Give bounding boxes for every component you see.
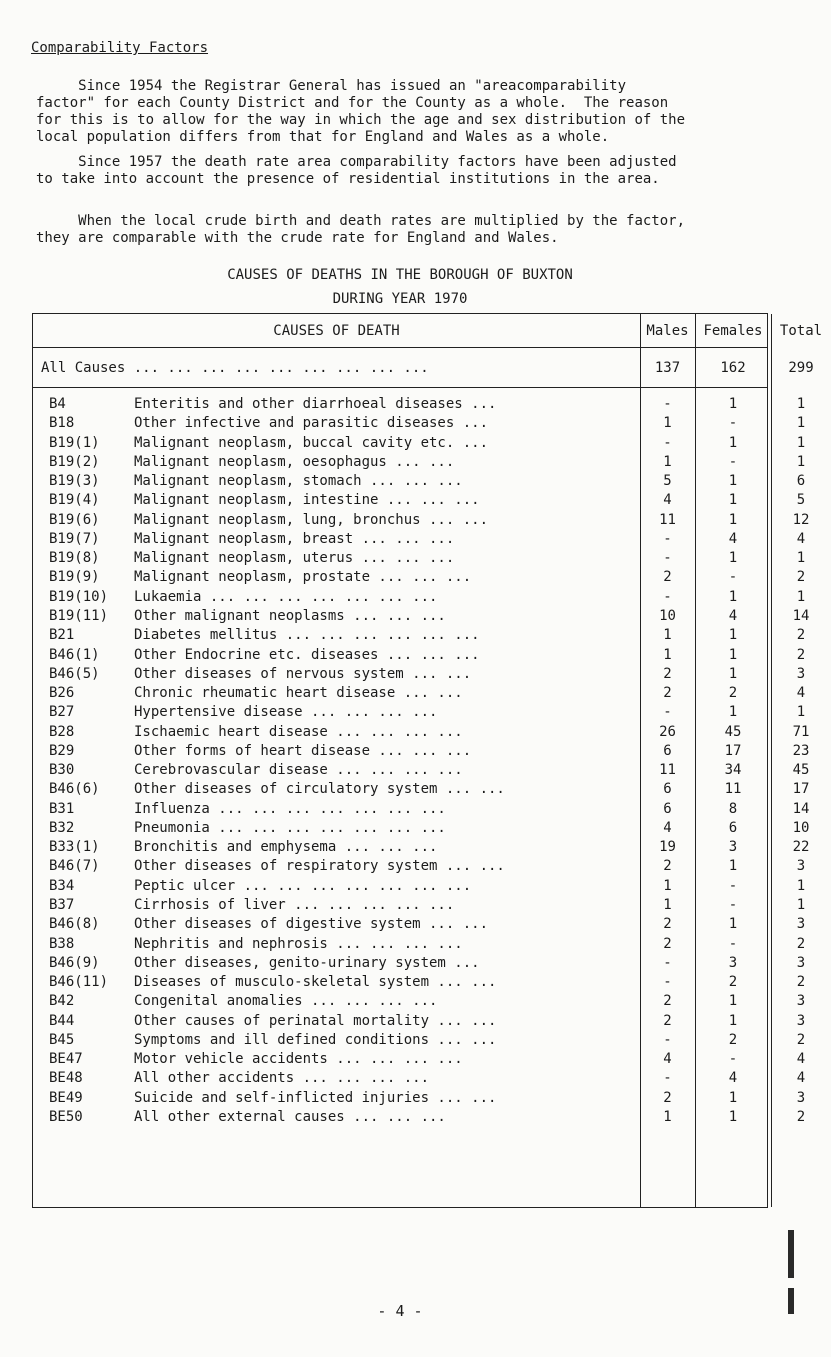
total-count: 71 <box>792 723 810 740</box>
table-row <box>33 434 806 454</box>
total-count: 2 <box>796 1031 806 1048</box>
cause-description: Malignant neoplasm, lung, bronchus ... ... <box>134 511 489 528</box>
table-row <box>33 473 806 492</box>
females-count: 1 <box>728 550 738 567</box>
cause-description: Chronic rheumatic heart disease ... ... <box>134 685 463 702</box>
males-count: 10 <box>659 607 676 624</box>
table-subtitle: DURING YEAR 1970 <box>332 291 468 307</box>
cause-code: B46(9) <box>49 954 100 971</box>
females-count: 4 <box>728 1070 738 1087</box>
total-count: 5 <box>796 492 806 509</box>
cause-code: B19(10) <box>49 588 109 605</box>
cause-description: Malignant neoplasm, prostate ... ... ... <box>134 569 472 586</box>
cause-code: B19(2) <box>49 453 100 470</box>
table-row <box>33 858 806 877</box>
females-count: 6 <box>728 819 738 836</box>
males-count: - <box>663 434 672 451</box>
table-row <box>33 1051 806 1070</box>
males-count: 2 <box>663 1012 672 1029</box>
table-row <box>33 550 806 569</box>
paragraph-institutions: Since 1957 the death rate area comparability factors have been adjusted to take into account the presence of residential institutions in the area. <box>36 154 677 187</box>
total-count: 2 <box>796 974 806 991</box>
males-count: 1 <box>663 627 672 644</box>
header-total: Total <box>779 323 823 339</box>
cause-description: Other diseases of nervous system ... ... <box>134 665 472 682</box>
total-count: 1 <box>796 897 806 914</box>
table-row <box>33 492 806 511</box>
total-count: 3 <box>796 665 806 682</box>
males-count: 11 <box>659 511 676 528</box>
total-count: 14 <box>792 607 810 624</box>
cause-description: Cirrhosis of liver ... ... ... ... ... <box>134 897 455 914</box>
cause-description: Other diseases of circulatory system ... ... <box>134 781 505 798</box>
total-count: 3 <box>796 954 806 971</box>
females-count: - <box>728 877 738 894</box>
females-count: 1 <box>728 492 738 509</box>
cause-code: B38 <box>49 935 75 952</box>
cause-code: B19(11) <box>49 607 109 624</box>
males-count: 4 <box>663 492 672 509</box>
cause-code: B19(6) <box>49 511 100 528</box>
table-row <box>33 1070 806 1089</box>
females-count: 2 <box>728 974 738 991</box>
females-count: 1 <box>728 993 738 1010</box>
cause-description: Malignant neoplasm, oesophagus ... ... <box>134 453 455 470</box>
table-row <box>33 800 810 820</box>
cause-description: All other external causes ... ... ... <box>134 1108 446 1125</box>
females-count: 1 <box>728 627 738 644</box>
table-row <box>33 993 806 1012</box>
table-row <box>33 588 806 608</box>
females-count: 1 <box>728 646 738 663</box>
all-causes-label: All Causes ... ... ... ... ... ... ... ... ... <box>41 360 429 376</box>
total-count: 12 <box>792 511 810 528</box>
cause-description: Nephritis and nephrosis ... ... ... ... <box>134 935 463 952</box>
males-count: 11 <box>659 762 676 779</box>
table-row <box>33 685 806 704</box>
cause-description: Suicide and self-inflicted injuries ... ... <box>134 1089 497 1106</box>
total-count: 10 <box>792 819 810 836</box>
paragraph-registrar: Since 1954 the Registrar General has issued an "areacomparability factor" for each County District and for the County as a whole. The reason for this is to allow for the way in which the age and sex distribution of the local population differs from that for England and Wales as a whole. <box>36 78 686 145</box>
cause-description: Cerebrovascular disease ... ... ... ... <box>134 762 463 779</box>
females-count: 17 <box>724 742 742 759</box>
males-count: 2 <box>663 916 672 933</box>
males-count: 1 <box>663 453 672 470</box>
cause-code: B33(1) <box>49 839 100 856</box>
females-count: 4 <box>728 530 738 547</box>
females-count: 1 <box>728 1012 738 1029</box>
table-row <box>33 897 806 916</box>
table-row <box>33 627 806 646</box>
total-count: 1 <box>796 704 806 721</box>
cause-description: Malignant neoplasm, uterus ... ... ... <box>134 550 455 567</box>
males-count: - <box>663 704 672 721</box>
males-count: 19 <box>659 839 676 856</box>
allcauses-divider <box>33 387 767 388</box>
cause-code: B30 <box>49 762 75 779</box>
cause-description: Other diseases of respiratory system ... ... <box>134 858 505 875</box>
females-count: 1 <box>728 916 738 933</box>
females-count: - <box>728 1051 738 1068</box>
females-count: 4 <box>728 607 738 624</box>
cause-code: B31 <box>49 800 75 817</box>
cause-description: Diseases of musculo-skeletal system ... ... <box>134 974 497 991</box>
cause-code: BE49 <box>49 1089 83 1106</box>
total-count: 4 <box>796 685 806 702</box>
cause-description: All other accidents ... ... ... ... <box>134 1070 430 1087</box>
females-count: 45 <box>724 723 742 740</box>
cause-code: B46(7) <box>49 858 100 875</box>
females-count: 2 <box>728 685 738 702</box>
cause-code: B46(1) <box>49 646 100 663</box>
total-count: 2 <box>796 569 806 586</box>
cause-description: Other causes of perinatal mortality ... ... <box>134 1012 497 1029</box>
cause-code: B44 <box>49 1012 75 1029</box>
females-count: 1 <box>728 511 738 528</box>
cause-description: Congenital anomalies ... ... ... ... <box>134 993 438 1010</box>
header-causes: CAUSES OF DEATH <box>273 323 400 339</box>
total-count: 1 <box>796 588 806 605</box>
males-count: 6 <box>663 781 672 798</box>
cause-description: Malignant neoplasm, intestine ... ... ... <box>134 492 480 509</box>
males-count: - <box>663 974 672 991</box>
all-causes-females: 162 <box>720 360 746 376</box>
cause-code: B19(4) <box>49 492 100 509</box>
cause-code: B19(8) <box>49 550 100 567</box>
cause-description: Other diseases of digestive system ... ... <box>134 916 489 933</box>
table-row <box>33 781 810 800</box>
total-count: 1 <box>796 415 806 432</box>
females-count: 1 <box>728 1089 738 1106</box>
cause-code: B37 <box>49 897 75 914</box>
females-count: - <box>728 415 738 432</box>
females-count: 1 <box>728 396 738 412</box>
table-row <box>33 877 806 897</box>
females-count: 3 <box>728 954 738 971</box>
scan-edge-mark <box>788 1230 794 1278</box>
page-number: - 4 - <box>377 1302 423 1320</box>
males-count: 1 <box>663 415 672 432</box>
cause-code: B34 <box>49 877 75 894</box>
females-count: 8 <box>728 800 738 817</box>
males-count: 6 <box>663 742 672 759</box>
cause-code: BE50 <box>49 1108 83 1125</box>
males-count: - <box>663 954 672 971</box>
males-count: 5 <box>663 473 672 490</box>
table-row <box>33 839 810 858</box>
males-count: 2 <box>663 993 672 1010</box>
cause-code: B42 <box>49 993 75 1010</box>
table-title: CAUSES OF DEATHS IN THE BOROUGH OF BUXTON <box>227 267 573 283</box>
total-count: 14 <box>792 800 810 817</box>
females-count: - <box>728 897 738 914</box>
females-count: 34 <box>724 762 742 779</box>
table-row <box>33 935 806 955</box>
cause-description: Bronchitis and emphysema ... ... ... <box>134 839 438 856</box>
cause-description: Lukaemia ... ... ... ... ... ... ... <box>134 588 438 605</box>
total-count: 3 <box>796 916 806 933</box>
males-count: 1 <box>663 646 672 663</box>
table-row <box>33 569 806 588</box>
cause-code: B4 <box>49 396 66 412</box>
header-divider <box>33 347 767 348</box>
total-count: 1 <box>796 550 806 567</box>
causes-table <box>32 313 823 1208</box>
males-count: 2 <box>663 1089 672 1106</box>
table-row <box>33 646 806 666</box>
cause-description: Pneumonia ... ... ... ... ... ... ... <box>134 819 446 836</box>
males-count: 26 <box>659 723 676 740</box>
total-count: 2 <box>796 1108 806 1125</box>
cause-description: Other infective and parasitic diseases ... <box>134 415 489 432</box>
total-count: 17 <box>792 781 810 798</box>
cause-description: Diabetes mellitus ... ... ... ... ... ... <box>134 627 480 644</box>
all-causes-males: 137 <box>654 360 681 376</box>
males-count: 2 <box>663 685 672 702</box>
table-row <box>33 954 806 974</box>
total-count: 22 <box>792 839 810 856</box>
cause-description: Malignant neoplasm, stomach ... ... ... <box>134 473 463 490</box>
cause-description: Malignant neoplasm, buccal cavity etc. ... <box>134 434 489 451</box>
females-count: 3 <box>728 839 738 856</box>
females-count: 1 <box>728 1108 738 1125</box>
cause-code: B21 <box>49 627 75 644</box>
males-count: - <box>663 550 672 567</box>
males-count: 1 <box>663 877 672 894</box>
cause-code: B19(9) <box>49 569 100 586</box>
cause-description: Motor vehicle accidents ... ... ... ... <box>134 1051 463 1068</box>
cause-description: Other forms of heart disease ... ... ... <box>134 742 472 759</box>
total-count: 2 <box>796 646 806 663</box>
table-row <box>33 974 806 993</box>
cause-code: B28 <box>49 723 75 740</box>
table-row <box>33 1031 806 1051</box>
cause-description: Influenza ... ... ... ... ... ... ... <box>134 800 446 817</box>
females-count: 11 <box>724 781 742 798</box>
females-count: 1 <box>728 473 738 490</box>
total-count: 3 <box>796 1012 806 1029</box>
females-count: 2 <box>728 1031 738 1048</box>
total-count: 1 <box>796 396 806 412</box>
females-count: 1 <box>728 588 738 605</box>
cause-code: B46(6) <box>49 781 100 798</box>
cause-code: B32 <box>49 819 75 836</box>
cause-description: Other Endocrine etc. diseases ... ... ... <box>134 646 480 663</box>
cause-description: Peptic ulcer ... ... ... ... ... ... ... <box>134 877 472 894</box>
cause-code: B46(8) <box>49 916 100 933</box>
cause-code: B19(7) <box>49 530 100 547</box>
males-count: 1 <box>663 1108 672 1125</box>
males-count: 2 <box>663 935 672 952</box>
table-row <box>33 665 806 685</box>
total-count: 1 <box>796 877 806 894</box>
cause-code: B18 <box>49 415 75 432</box>
males-count: - <box>663 530 672 547</box>
cause-code: B19(1) <box>49 434 100 451</box>
cause-code: B26 <box>49 685 75 702</box>
header-females: Females <box>703 323 763 339</box>
cause-description: Other diseases, genito-urinary system ... <box>134 954 480 971</box>
males-count: 4 <box>663 819 672 836</box>
males-count: 1 <box>663 897 672 914</box>
total-count: 3 <box>796 993 806 1010</box>
total-count: 1 <box>796 453 806 470</box>
section-heading: Comparability Factors <box>31 40 209 56</box>
total-count: 4 <box>796 1051 806 1068</box>
table-row <box>33 742 810 762</box>
females-count: - <box>728 935 738 952</box>
table-row <box>33 1089 806 1109</box>
total-count: 6 <box>796 473 806 490</box>
table-row <box>33 704 806 723</box>
males-count: 4 <box>663 1051 672 1068</box>
table-row <box>33 916 806 935</box>
males-count: - <box>663 1031 672 1048</box>
cause-code: B45 <box>49 1031 75 1048</box>
cause-code: B19(3) <box>49 473 100 490</box>
cause-code: B27 <box>49 704 75 721</box>
females-count: 1 <box>728 665 738 682</box>
males-count: - <box>663 396 672 412</box>
males-count: 6 <box>663 800 672 817</box>
table-row <box>33 723 810 743</box>
table-row <box>33 396 806 415</box>
females-count: 1 <box>728 434 738 451</box>
table-row <box>33 607 810 627</box>
cause-code: B29 <box>49 742 75 759</box>
table-row <box>33 415 806 434</box>
males-count: 2 <box>663 858 672 875</box>
cause-description: Ischaemic heart disease ... ... ... ... <box>134 723 463 740</box>
total-count: 4 <box>796 1070 806 1087</box>
total-count: 4 <box>796 530 806 547</box>
table-row <box>33 1012 806 1032</box>
cause-code: BE48 <box>49 1070 83 1087</box>
table-row <box>33 762 810 781</box>
total-count: 3 <box>796 858 806 875</box>
cause-code: BE47 <box>49 1051 83 1068</box>
cause-code: B46(5) <box>49 665 100 682</box>
males-count: - <box>663 588 672 605</box>
females-count: 1 <box>728 704 738 721</box>
total-count: 45 <box>792 762 810 779</box>
total-count: 1 <box>796 434 806 451</box>
total-count: 2 <box>796 627 806 644</box>
cause-description: Enteritis and other diarrhoeal diseases ... <box>134 396 497 412</box>
males-count: 2 <box>663 569 672 586</box>
table-row <box>33 453 806 473</box>
cause-description: Other malignant neoplasms ... ... ... <box>134 607 446 624</box>
total-count: 3 <box>796 1089 806 1106</box>
all-causes-total: 299 <box>788 360 814 376</box>
males-count: - <box>663 1070 672 1087</box>
total-count: 2 <box>796 935 806 952</box>
females-count: - <box>728 453 738 470</box>
total-count: 23 <box>792 742 810 759</box>
cause-description: Symptoms and ill defined conditions ... ... <box>134 1031 497 1048</box>
table-row <box>33 819 810 839</box>
table-row <box>33 1108 806 1128</box>
cause-description: Hypertensive disease ... ... ... ... <box>134 704 438 721</box>
table-row <box>33 530 806 550</box>
paragraph-multiply: When the local crude birth and death rates are multiplied by the factor, they are comparable with the crude rate for England and Wales. <box>36 213 686 246</box>
cause-code: B46(11) <box>49 974 109 991</box>
cause-description: Malignant neoplasm, breast ... ... ... <box>134 530 455 547</box>
males-count: 2 <box>663 665 672 682</box>
females-count: - <box>728 569 738 586</box>
females-count: 1 <box>728 858 738 875</box>
table-row <box>33 511 810 531</box>
header-males: Males <box>646 323 689 339</box>
